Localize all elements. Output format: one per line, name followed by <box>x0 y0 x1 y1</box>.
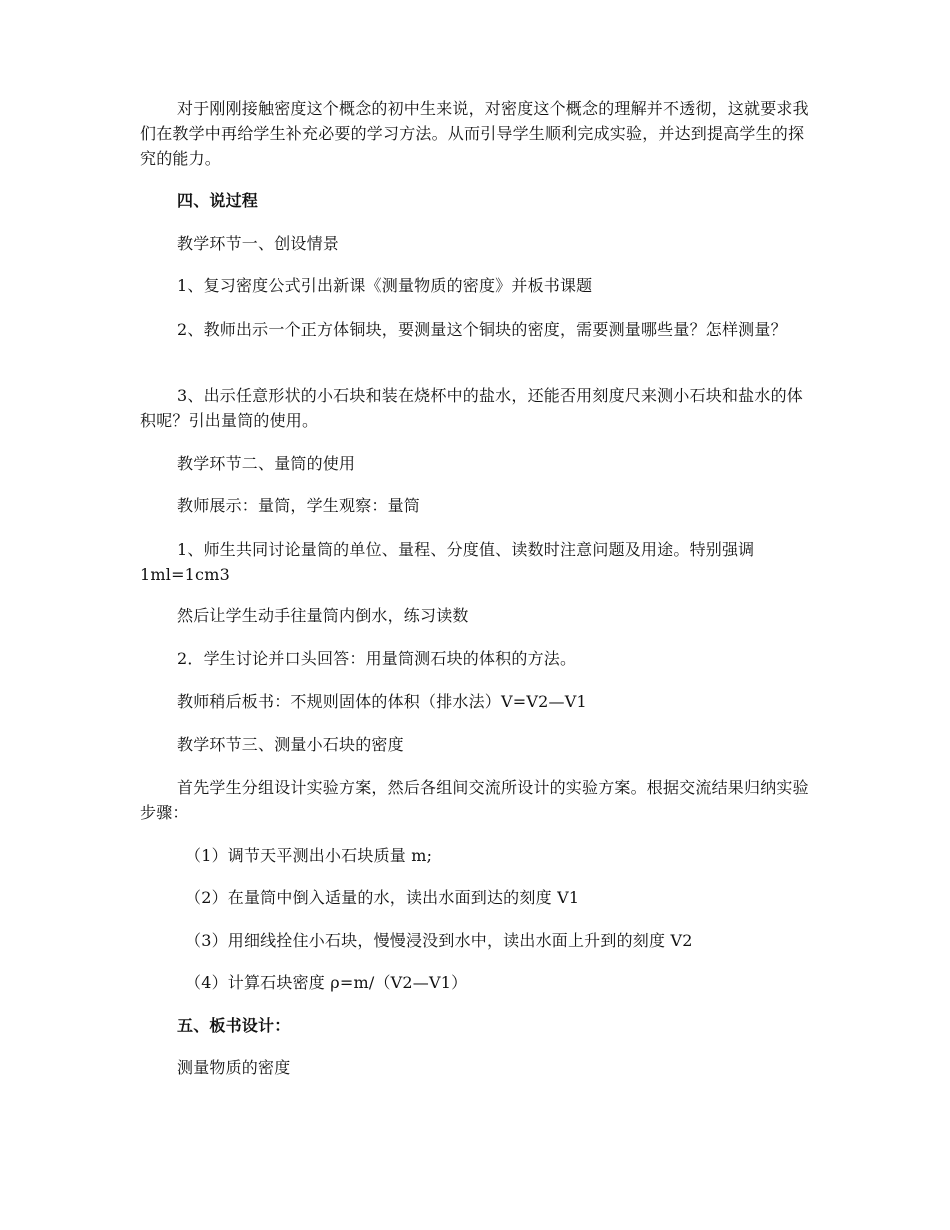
list-item-measure-v1: （2）在量筒中倒入适量的水，读出水面到达的刻度 V1 <box>185 888 580 907</box>
paragraph-step2-demo: 教师展示：量筒，学生观察：量筒 <box>177 496 421 515</box>
paragraph-step3-design: 首先学生分组设计实验方案，然后各组间交流所设计的实验方案。根据交流结果归纳实验步骤： <box>140 778 809 822</box>
paragraph-step2-board: 教师稍后板书：不规则固体的体积（排水法）V=V2—V1 <box>177 692 587 711</box>
list-item-measure-mass: （1）调节天平测出小石块质量 m; <box>185 846 433 865</box>
paragraph-board-title: 测量物质的密度 <box>177 1058 291 1077</box>
paragraph-step3-title: 教学环节三、测量小石块的密度 <box>177 735 404 754</box>
paragraph-step2-title: 教学环节二、量筒的使用 <box>177 454 356 473</box>
list-item-compute-density: （4）计算石块密度 ρ=m/（V2—V1） <box>185 973 468 992</box>
paragraph-step1-item2: 2、教师出示一个正方体铜块，要测量这个铜块的密度，需要测量哪些量？怎样测量？ <box>177 320 787 339</box>
paragraph-step1-item3: 3、出示任意形状的小石块和装在烧杯中的盐水，还能否用刻度尺来测小石块和盐水的体积呢？引出量筒的使用。 <box>140 386 803 430</box>
paragraph-step2-item2: 2．学生讨论并口头回答：用量筒测石块的体积的方法。 <box>177 649 577 668</box>
paragraph-intro: 对于刚刚接触密度这个概念的初中生来说，对密度这个概念的理解并不透彻，这就要求我们在教学中再给学生补充必要的学习方法。从而引导学生顺利完成实验，并达到提高学生的探究的能力。 <box>140 99 809 168</box>
paragraph-step2-item1: 1、师生共同讨论量筒的单位、量程、分度值、读数时注意问题及用途。特别强调 1ml=1cm3 <box>140 540 755 584</box>
section-heading-process: 四、说过程 <box>177 191 259 210</box>
section-heading-board-design: 五、板书设计： <box>177 1016 291 1035</box>
paragraph-step1-item1: 1、复习密度公式引出新课《测量物质的密度》并板书课题 <box>177 276 593 295</box>
paragraph-step1-title: 教学环节一、创设情景 <box>177 234 340 253</box>
paragraph-step2-practice: 然后让学生动手往量筒内倒水，练习读数 <box>177 606 469 625</box>
list-item-measure-v2: （3）用细线拴住小石块，慢慢浸没到水中，读出水面上升到的刻度 V2 <box>185 931 693 950</box>
